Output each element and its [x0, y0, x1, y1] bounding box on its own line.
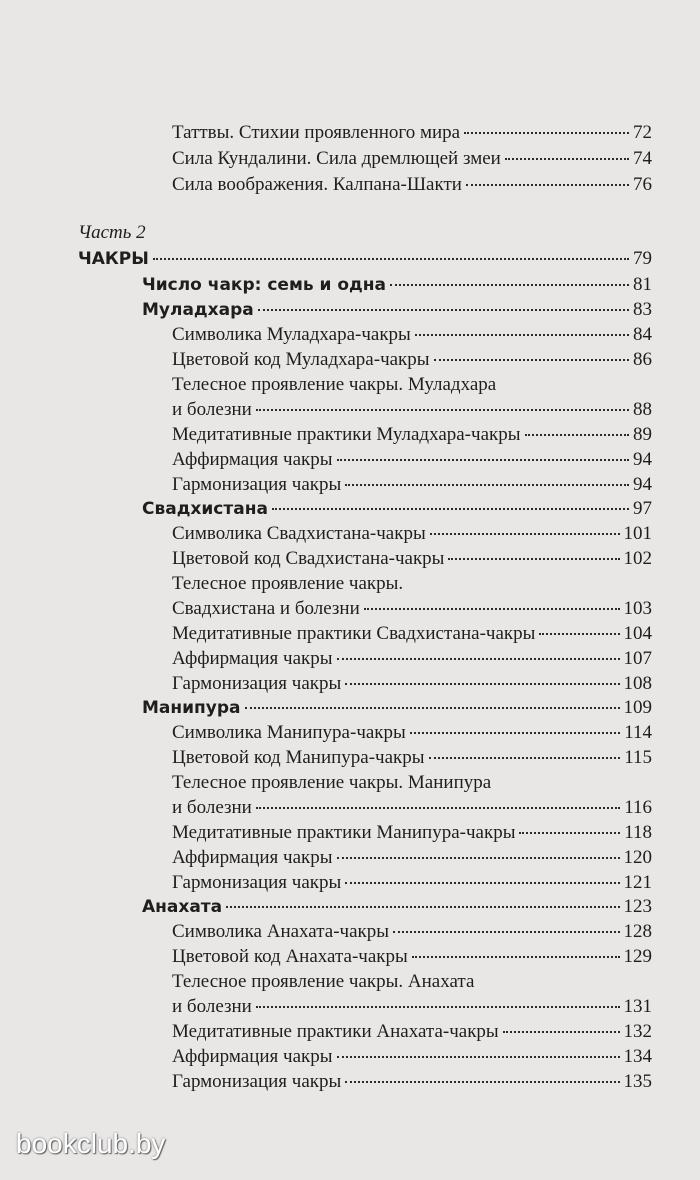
page-number: 118 [624, 822, 652, 843]
dot-leader [430, 533, 620, 535]
entry-title: и болезни [172, 399, 252, 420]
page-number: 81 [633, 274, 652, 295]
dot-leader [337, 658, 620, 660]
chakra-title: Манипура [142, 698, 241, 718]
toc-entry-line [0, 372, 652, 398]
toc-entry-line [0, 969, 652, 995]
entry-title: Цветовой код Анахата-чакры [172, 946, 408, 967]
toc-entry [0, 745, 652, 771]
toc-entry [0, 422, 652, 448]
dot-leader [245, 707, 620, 709]
toc-entry [0, 845, 652, 871]
dot-leader [337, 1056, 620, 1058]
page-number: 94 [633, 449, 652, 470]
toc-entry [0, 397, 652, 423]
toc-section [0, 246, 652, 272]
page-number: 128 [623, 921, 652, 942]
dot-leader [505, 158, 629, 160]
entry-title: Аффирмация чакры [172, 648, 333, 669]
entry-title-line: Телесное проявление чакры. [172, 573, 404, 594]
page-number: 109 [623, 697, 652, 718]
toc-entry [0, 521, 652, 547]
entry-title-line: Телесное проявление чакры. Анахата [172, 971, 475, 992]
toc-entry [0, 994, 652, 1020]
entry-title: Число чакр: семь и одна [142, 275, 386, 295]
dot-leader [345, 484, 629, 486]
entry-title: Медитативные практики Муладхара-чакры [172, 424, 521, 445]
dot-leader [226, 906, 619, 908]
chakra-title: Муладхара [142, 300, 254, 320]
page-number: 94 [633, 474, 652, 495]
section-title: ЧАКРЫ [78, 249, 149, 269]
entry-title: Символика Муладхара-чакры [172, 324, 411, 345]
dot-leader [412, 956, 620, 958]
chakra-heading [0, 496, 652, 522]
entry-title: Символика Анахата-чакры [172, 921, 390, 942]
dot-leader [256, 1006, 620, 1008]
toc-entry [0, 146, 652, 172]
page-number: 131 [623, 996, 652, 1017]
entry-title: Сила Кундалини. Сила дремлющей змеи [172, 148, 501, 169]
toc-entry [0, 646, 652, 672]
toc-entry [0, 1069, 652, 1095]
page-number: 135 [623, 1071, 652, 1092]
entry-title: Аффирмация чакры [172, 847, 333, 868]
toc-entry [0, 120, 652, 146]
page-number: 134 [623, 1046, 652, 1067]
entry-title: Медитативные практики Свадхистана-чакры [172, 623, 536, 644]
dot-leader [393, 931, 619, 933]
entry-title: Таттвы. Стихии проявленного мира [172, 122, 461, 143]
toc-entry [0, 1044, 652, 1070]
entry-title: Медитативные практики Анахата-чакры [172, 1021, 499, 1042]
toc-entry [0, 944, 652, 970]
entry-title: Аффирмация чакры [172, 449, 333, 470]
toc-entry [0, 671, 652, 697]
watermark: bookclub.by [16, 1128, 166, 1159]
dot-leader [258, 309, 629, 311]
page-number: 116 [624, 797, 652, 818]
entry-title: Гармонизация чакры [172, 474, 342, 495]
page-number: 120 [623, 847, 652, 868]
dot-leader [525, 434, 630, 436]
page-number: 104 [623, 623, 652, 644]
dot-leader [466, 184, 629, 186]
dot-leader [390, 284, 629, 286]
toc-entry [0, 596, 652, 622]
toc-entry [0, 322, 652, 348]
entry-title: Цветовой код Манипура-чакры [172, 747, 425, 768]
entry-title: Аффирмация чакры [172, 1046, 333, 1067]
page-number: 89 [633, 424, 652, 445]
entry-title: Гармонизация чакры [172, 872, 342, 893]
page-number: 84 [633, 324, 652, 345]
dot-leader [539, 633, 619, 635]
page-number: 103 [623, 598, 652, 619]
page-number: 121 [623, 872, 652, 893]
toc-entry-line [0, 770, 652, 796]
toc-entry [0, 172, 652, 198]
dot-leader [364, 608, 620, 610]
dot-leader [448, 558, 619, 560]
page-number: 108 [623, 673, 652, 694]
page-number: 107 [623, 648, 652, 669]
toc-entry [0, 546, 652, 572]
dot-leader [464, 132, 629, 134]
page-number: 74 [633, 148, 652, 169]
page-number: 102 [623, 548, 652, 569]
page-number: 88 [633, 399, 652, 420]
dot-leader [415, 334, 629, 336]
dot-leader [256, 807, 620, 809]
dot-leader [429, 757, 621, 759]
dot-leader [345, 1081, 619, 1083]
dot-leader [410, 732, 620, 734]
entry-title: Символика Свадхистана-чакры [172, 523, 426, 544]
entry-title: Цветовой код Муладхара-чакры [172, 349, 430, 370]
chakra-heading [0, 297, 652, 323]
entry-title: и болезни [172, 996, 252, 1017]
page-number: 115 [624, 747, 652, 768]
toc-entry [0, 720, 652, 746]
page-number: 132 [623, 1021, 652, 1042]
entry-title: Гармонизация чакры [172, 1071, 342, 1092]
dot-leader [345, 683, 619, 685]
dot-leader [434, 359, 629, 361]
page-number: 72 [633, 122, 652, 143]
entry-title: Символика Манипура-чакры [172, 722, 406, 743]
toc-entry [0, 1019, 652, 1045]
toc-entry [0, 272, 652, 298]
entry-title-line: Телесное проявление чакры. Манипура [172, 772, 492, 793]
entry-title: Медитативные практики Манипура-чакры [172, 822, 516, 843]
dot-leader [337, 459, 629, 461]
dot-leader [272, 508, 629, 510]
entry-title: Цветовой код Свадхистана-чакры [172, 548, 445, 569]
chakra-title: Свадхистана [142, 499, 268, 519]
toc-entry [0, 621, 652, 647]
toc-entry [0, 447, 652, 473]
dot-leader [256, 409, 629, 411]
toc-entry [0, 820, 652, 846]
page-number: 114 [624, 722, 652, 743]
dot-leader [337, 857, 620, 859]
chakra-heading [0, 695, 652, 721]
entry-title: Гармонизация чакры [172, 673, 342, 694]
page-number: 97 [633, 498, 652, 519]
page-number: 83 [633, 299, 652, 320]
toc-entry [0, 472, 652, 498]
page-number: 129 [623, 946, 652, 967]
part-label: Часть 2 [78, 222, 146, 243]
dot-leader [503, 1031, 620, 1033]
dot-leader [153, 258, 629, 260]
page-number: 86 [633, 349, 652, 370]
chakra-title: Анахата [142, 897, 223, 917]
toc-entry-line [0, 571, 652, 597]
toc-entry [0, 870, 652, 896]
entry-title: и болезни [172, 797, 252, 818]
entry-title-line: Телесное проявление чакры. Муладхара [172, 374, 497, 395]
toc-entry [0, 795, 652, 821]
page-number: 101 [623, 523, 652, 544]
dot-leader [519, 832, 620, 834]
entry-title: Свадхистана и болезни [172, 598, 360, 619]
dot-leader [345, 882, 619, 884]
page-number: 123 [623, 896, 652, 917]
entry-title: Сила воображения. Калпана-Шакти [172, 174, 462, 195]
toc-entry [0, 347, 652, 373]
chakra-heading [0, 894, 652, 920]
page-number: 79 [633, 248, 652, 269]
toc-entry [0, 919, 652, 945]
page-number: 76 [633, 174, 652, 195]
